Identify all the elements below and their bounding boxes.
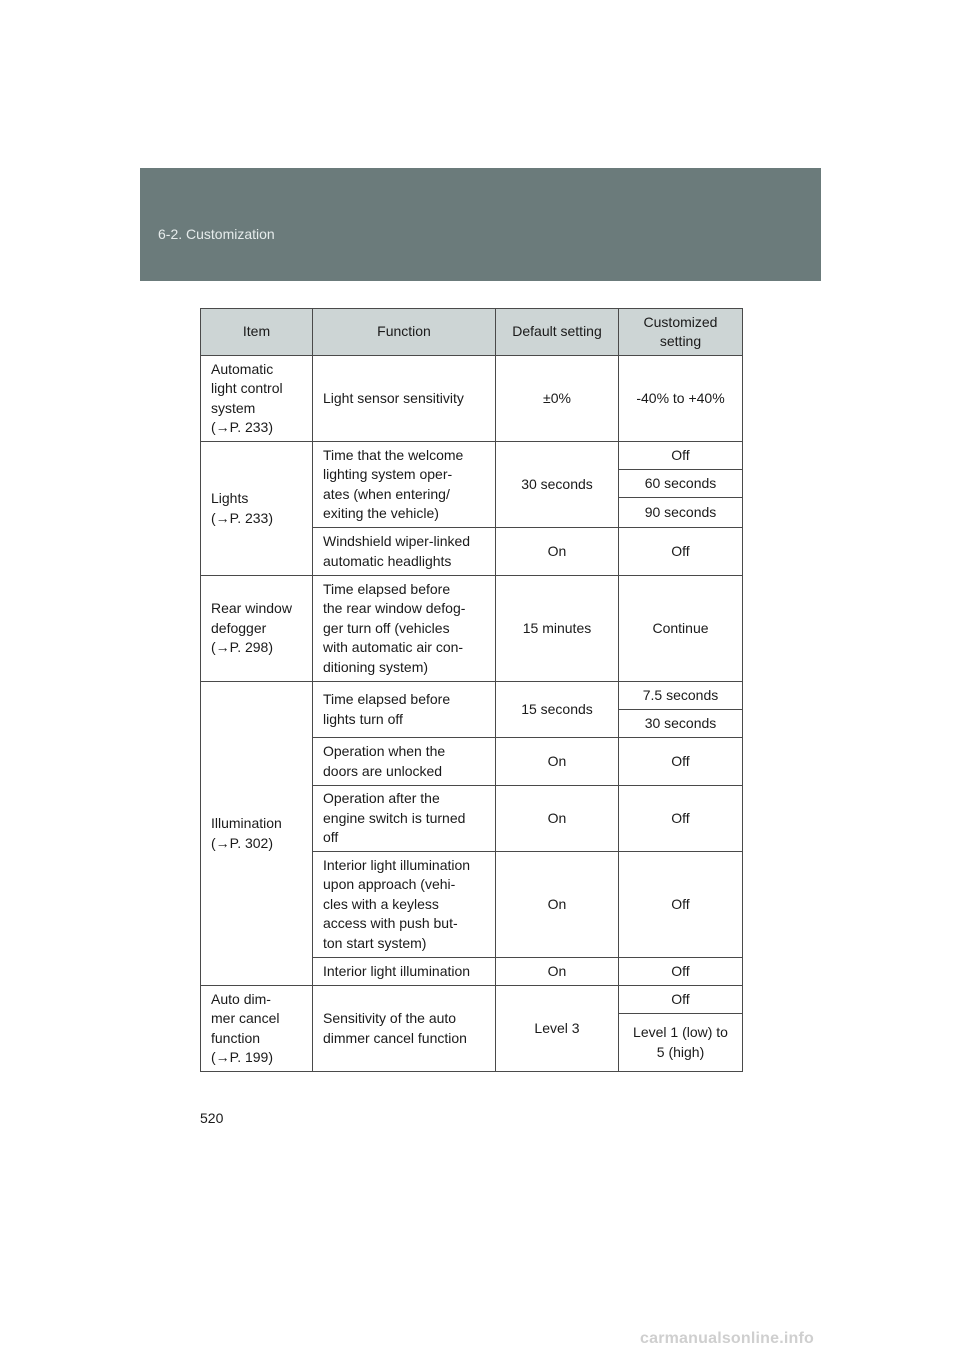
section-title: 6-2. Customization: [158, 226, 275, 242]
default-setting-cell: On: [496, 528, 619, 576]
column-header: [619, 309, 743, 356]
cell-text-line: ditioning system): [323, 658, 429, 675]
cell-text-line: Off: [671, 446, 690, 463]
cell-text-line: (→P. 199): [211, 1049, 273, 1065]
table-row: [201, 442, 743, 470]
customized-setting-cell: [619, 958, 743, 986]
cell-text-line: Off: [671, 895, 690, 912]
customized-setting-cell: [619, 852, 743, 958]
cell-text-line: Operation after the: [323, 790, 440, 807]
cell-text-line: 30 seconds: [644, 714, 717, 731]
customized-setting-cell: [619, 786, 743, 852]
customized-setting-cell: [619, 682, 743, 710]
cell-text-line: Windshield wiper-linked: [323, 533, 471, 549]
cell-text-line: Light sensor sensitivity: [323, 389, 464, 406]
default-setting-cell: Level 3: [496, 986, 619, 1072]
customized-setting-cell: [619, 498, 743, 528]
function-cell: [313, 682, 496, 738]
cell-text-line: with automatic air con-: [323, 639, 464, 656]
cell-text-line: Automatic: [211, 360, 274, 377]
cell-text-line: Lights: [211, 490, 249, 506]
cell-text-line: mer cancel: [211, 1010, 280, 1026]
cell-text-line: Off: [671, 962, 690, 979]
cell-text-line: ger turn off (vehicles: [323, 619, 450, 636]
customized-setting-cell: [619, 986, 743, 1014]
cell-text-line: Illumination: [211, 815, 282, 831]
section-header-band: [140, 168, 821, 281]
cell-text-line: Sensitivity of the auto: [323, 1010, 457, 1026]
customized-setting-cell: [619, 576, 743, 682]
table-row: [201, 986, 743, 1014]
cell-text-line: 5 (high): [656, 1043, 705, 1060]
function-cell: [313, 442, 496, 528]
cell-text-line: (→P. 233): [211, 419, 273, 435]
item-cell: [201, 356, 313, 442]
cell-text-line: function: [211, 1029, 261, 1046]
cell-text-line: 90 seconds: [644, 503, 717, 520]
default-setting-cell: ±0%: [496, 356, 619, 442]
cell-text-line: off: [323, 829, 339, 846]
cell-text-line: doors are unlocked: [323, 762, 443, 779]
table-header-row: [201, 309, 743, 356]
default-setting-cell: On: [496, 786, 619, 852]
default-setting-cell: On: [496, 852, 619, 958]
cell-text-line: lighting system oper-: [323, 466, 453, 482]
function-cell: [313, 528, 496, 576]
default-setting-cell: 15 minutes: [496, 576, 619, 682]
cell-text-line: the rear window defog-: [323, 600, 466, 617]
cell-text-line: Rear window: [211, 600, 292, 617]
cell-text-line: (→P. 233): [211, 509, 273, 526]
cell-text-line: access with push but-: [323, 915, 458, 932]
customized-setting-cell: [619, 470, 743, 498]
default-setting-cell: On: [496, 958, 619, 986]
cell-text-line: 60 seconds: [644, 474, 717, 491]
cell-text-line: Level 1 (low) to: [633, 1024, 728, 1040]
cell-text-line: Customized: [643, 313, 718, 330]
cell-text-line: Time elapsed before: [323, 580, 451, 597]
cell-text-line: defogger: [211, 619, 267, 636]
cell-text-line: cles with a keyless: [323, 895, 439, 912]
cell-text-line: dimmer cancel function: [323, 1029, 467, 1046]
cell-text-line: -40% to +40%: [636, 389, 725, 406]
default-setting-cell: 30 seconds: [496, 442, 619, 528]
cell-text-line: (→P. 302): [211, 834, 273, 851]
column-header: [496, 309, 619, 356]
customized-setting-cell: [619, 1014, 743, 1072]
cell-text-line: upon approach (vehi-: [323, 876, 456, 893]
table-row: [201, 356, 743, 442]
cell-text-line: automatic headlights: [323, 552, 452, 569]
customization-table: [200, 308, 743, 1072]
function-cell: [313, 738, 496, 786]
cell-text-line: Interior light illumination: [323, 962, 471, 979]
customized-setting-cell: [619, 738, 743, 786]
cell-text-line: Off: [671, 990, 690, 1007]
cell-text-line: Continue: [652, 619, 709, 636]
watermark: carmanualsonline.info: [640, 1330, 815, 1347]
item-cell: [201, 576, 313, 682]
item-cell: [201, 682, 313, 986]
cell-text-line: system: [211, 399, 256, 416]
cell-text-line: lights turn off: [323, 710, 403, 727]
function-cell: [313, 986, 496, 1072]
column-header: [201, 309, 313, 356]
customized-setting-cell: [619, 356, 743, 442]
item-cell: [201, 442, 313, 576]
cell-text-line: Time that the welcome: [323, 446, 464, 463]
cell-text-line: Default setting: [512, 323, 602, 340]
cell-text-line: Auto dim-: [211, 990, 271, 1007]
cell-text-line: ton start system): [323, 934, 427, 951]
cell-text-line: Off: [671, 752, 690, 769]
cell-text-line: Time elapsed before: [323, 691, 451, 707]
cell-text-line: engine switch is turned: [323, 809, 466, 826]
function-cell: [313, 958, 496, 986]
table-row: [201, 682, 743, 710]
cell-text-line: Off: [671, 809, 690, 826]
default-setting-cell: 15 seconds: [496, 682, 619, 738]
cell-text-line: Off: [671, 542, 690, 559]
cell-text-line: ates (when entering/: [323, 485, 450, 502]
function-cell: [313, 852, 496, 958]
function-cell: [313, 576, 496, 682]
cell-text-line: setting: [659, 333, 702, 349]
cell-text-line: exiting the vehicle): [323, 505, 439, 521]
cell-text-line: (→P. 298): [211, 639, 273, 656]
customized-setting-cell: [619, 710, 743, 738]
column-header: [313, 309, 496, 356]
customized-setting-cell: [619, 528, 743, 576]
function-cell: [313, 356, 496, 442]
cell-text-line: Function: [377, 323, 431, 340]
cell-text-line: 7.5 seconds: [642, 686, 719, 703]
function-cell: [313, 786, 496, 852]
default-setting-cell: On: [496, 738, 619, 786]
table-row: [201, 576, 743, 682]
cell-text-line: Item: [242, 323, 271, 340]
cell-text-line: Interior light illumination: [323, 856, 471, 873]
customized-setting-cell: [619, 442, 743, 470]
cell-text-line: Operation when the: [323, 743, 446, 759]
item-cell: [201, 986, 313, 1072]
cell-text-line: light control: [211, 380, 283, 396]
page-number: 520: [200, 1110, 224, 1126]
